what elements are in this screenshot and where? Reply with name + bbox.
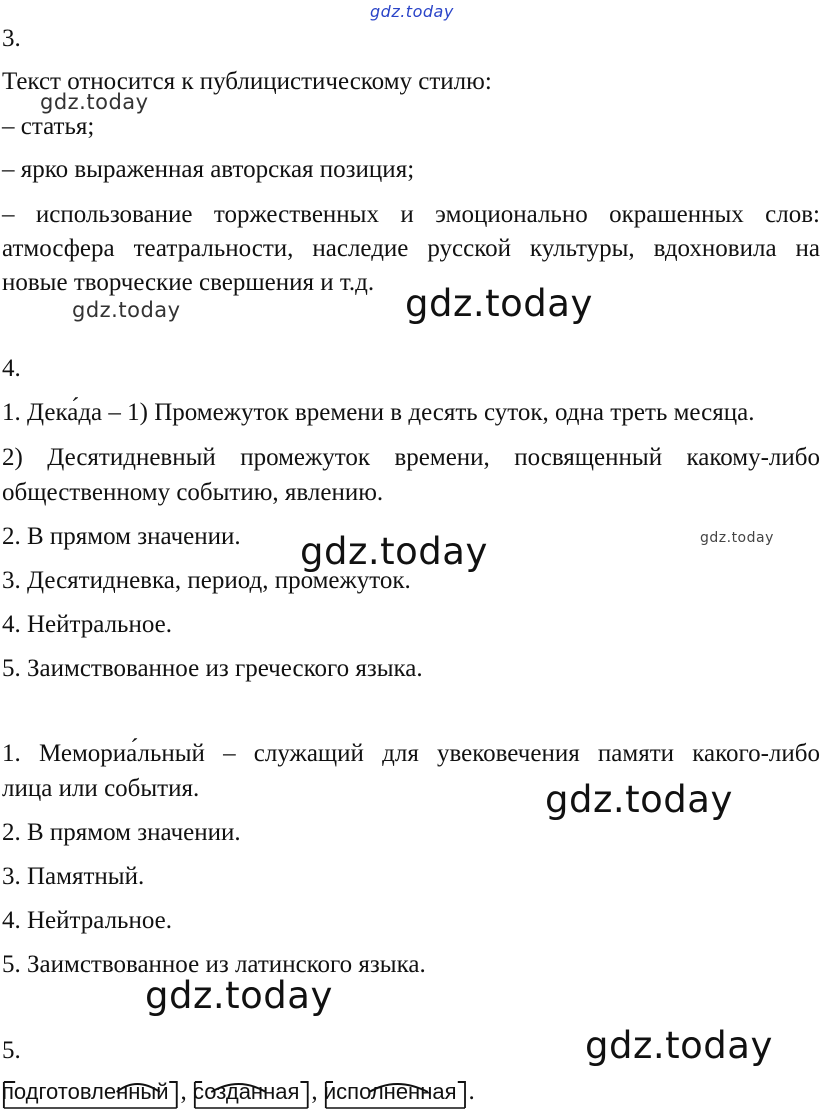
paragraph-line: 3. Десятидневка, период, промежуток. bbox=[2, 567, 411, 594]
list-item: – ярко выраженная авторская позиция; bbox=[2, 156, 415, 183]
paragraph-line: 4. Нейтральное. bbox=[2, 907, 172, 934]
paragraph-line: 5. Заимствованное из латинского языка. bbox=[2, 951, 426, 978]
morpheme-word: подготовленный bbox=[2, 1078, 181, 1106]
paragraph-line: 2) Десятидневный промежуток времени, посвященный какому-либо bbox=[2, 444, 820, 471]
paragraph-line: атмосфера театральности, наследие русской культуры, вдохновила на bbox=[2, 235, 820, 262]
paragraph-line: 1. Дека́да – 1) Промежуток времени в десять суток, одна треть месяца. bbox=[2, 399, 755, 426]
comma: , bbox=[311, 1078, 318, 1105]
paragraph-line: 3. Памятный. bbox=[2, 863, 145, 890]
list-item: – статья; bbox=[2, 113, 95, 140]
paragraph-line: 5. Заимствованное из греческого языка. bbox=[2, 655, 423, 682]
watermark: gdz.today bbox=[300, 530, 488, 573]
paragraph-line: 2. В прямом значении. bbox=[2, 523, 241, 550]
watermark: gdz.today bbox=[145, 974, 333, 1017]
watermark: gdz.today bbox=[700, 530, 774, 546]
section-number: 3. bbox=[2, 25, 21, 52]
period: . bbox=[468, 1078, 475, 1105]
morpheme-word: исполненная bbox=[324, 1078, 469, 1106]
list-item: – использование торжественных и эмоционально окрашенных слов: bbox=[2, 201, 820, 228]
paragraph-line: общественному событию, явлению. bbox=[2, 479, 384, 506]
paragraph-line: 1. Мемориа́льный – служащий для увековечения памяти какого-либо bbox=[2, 740, 820, 767]
root-arc-icon bbox=[2, 1078, 181, 1112]
morphemic-analysis-row bbox=[2, 1078, 475, 1112]
paragraph-line: новые творческие свершения и т.д. bbox=[2, 269, 375, 296]
watermark: gdz.today bbox=[72, 298, 181, 322]
watermark-top: gdz.today bbox=[370, 2, 454, 21]
watermark: gdz.today bbox=[405, 282, 593, 325]
root-arc-icon bbox=[193, 1078, 311, 1112]
paragraph-line: Текст относится к публицистическому стилю: bbox=[2, 68, 492, 95]
watermark: gdz.today bbox=[545, 778, 733, 821]
watermark: gdz.today bbox=[40, 90, 149, 114]
paragraph-line: 4. Нейтральное. bbox=[2, 611, 172, 638]
root-arc-icon bbox=[324, 1078, 469, 1112]
paragraph-line: лица или события. bbox=[2, 775, 200, 802]
section-number: 5. bbox=[2, 1037, 21, 1064]
morpheme-word: созданная bbox=[193, 1078, 311, 1106]
watermark: gdz.today bbox=[585, 1024, 773, 1067]
paragraph-line: 2. В прямом значении. bbox=[2, 819, 241, 846]
comma: , bbox=[180, 1078, 187, 1105]
section-number: 4. bbox=[2, 355, 21, 382]
